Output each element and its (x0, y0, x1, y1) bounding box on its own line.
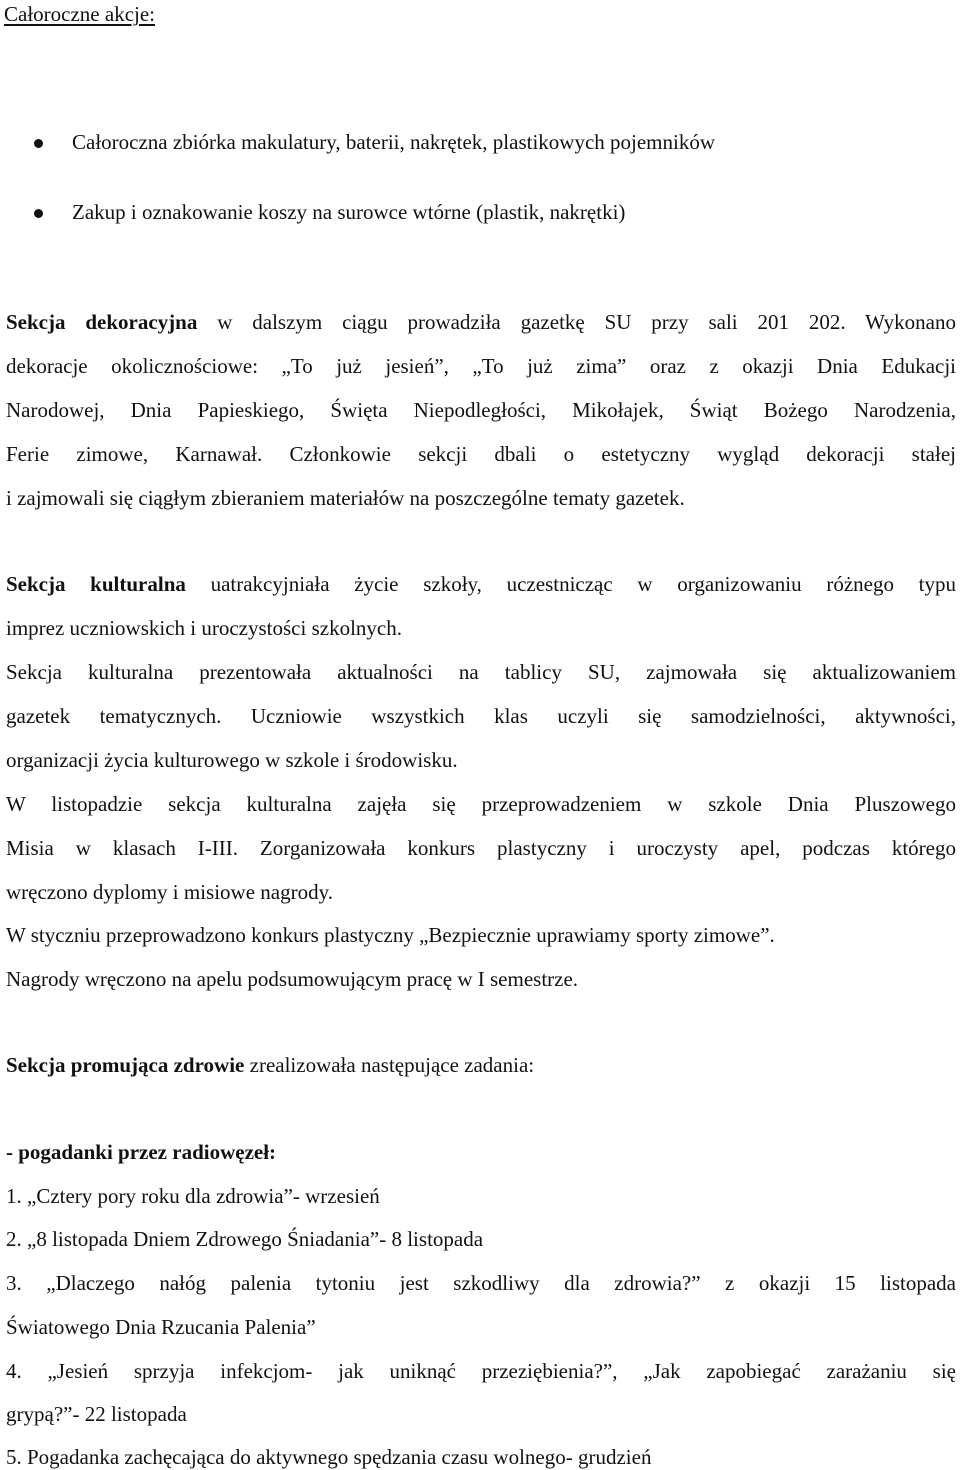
decor-paragraph-line: Narodowej, Dnia Papieskiego, Święta Niepodległości, Mikołajek, Świąt Bożego Narodzenia, (6, 398, 956, 422)
bullet-icon (34, 209, 43, 218)
section-header: Całoroczne akcje: (4, 2, 155, 26)
culture-title: Sekcja kulturalna (6, 572, 186, 596)
radio-talks-heading: - pogadanki przez radiowęzeł: (6, 1140, 277, 1164)
culture-paragraph-line: Nagrody wręczono na apelu podsumowującym pracę w I semestrze. (6, 967, 579, 991)
list-item: 5. Pogadanka zachęcająca do aktywnego spędzania czasu wolnego- grudzień (6, 1445, 652, 1469)
decor-paragraph-line (6, 310, 956, 335)
list-item: 1. „Cztery pory roku dla zdrowia”- wrzesień (6, 1184, 380, 1208)
health-text: zrealizowała następujące zadania: (244, 1053, 535, 1077)
culture-paragraph-line: W listopadzie sekcja kulturalna zajęła się przeprowadzeniem w szkole Dnia Pluszowego (6, 792, 956, 816)
culture-paragraph-line: gazetek tematycznych. Uczniowie wszystkich klas uczyli się samodzielności, aktywności, (6, 704, 956, 728)
list-item-continuation: grypą?”- 22 listopada (6, 1402, 187, 1426)
health-intro (6, 1053, 534, 1078)
culture-paragraph-line: Sekcja kulturalna prezentowała aktualności na tablicy SU, zajmowała się aktualizowaniem (6, 660, 956, 684)
health-title: Sekcja promująca zdrowie (6, 1053, 245, 1077)
culture-paragraph-line: wręczono dyplomy i misiowe nagrody. (6, 880, 333, 904)
decor-text: w dalszym ciągu prowadziła gazetkę SU przy sali 201 202. Wykonano (197, 310, 956, 334)
culture-paragraph-line: Misia w klasach I-III. Zorganizowała konkurs plastyczny i uroczysty apel, podczas którego (6, 836, 956, 860)
decor-paragraph-line: dekoracje okolicznościowe: „To już jesień”, „To już zima” oraz z okazji Dnia Edukacji (6, 354, 956, 378)
decor-title: Sekcja dekoracyjna (6, 310, 198, 334)
culture-paragraph-line: organizacji życia kulturowego w szkole i środowisku. (6, 748, 458, 772)
culture-paragraph-line: W styczniu przeprowadzono konkurs plastyczny „Bezpiecznie uprawiamy sporty zimowe”. (6, 923, 775, 947)
list-item-continuation: Światowego Dnia Rzucania Palenia” (6, 1315, 316, 1339)
bullet-icon (34, 139, 43, 148)
culture-paragraph-line (6, 572, 956, 597)
list-item: 2. „8 listopada Dniem Zdrowego Śniadania”- 8 listopada (6, 1227, 484, 1251)
bullet-item: Całoroczna zbiórka makulatury, baterii, nakrętek, plastikowych pojemników (72, 130, 716, 154)
list-item: 4. „Jesień sprzyja infekcjom- jak uniknąć przeziębienia?”, „Jak zapobiegać zarażaniu się (6, 1359, 956, 1383)
decor-paragraph-line: i zajmowali się ciągłym zbieraniem materiałów na poszczególne tematy gazetek. (6, 486, 685, 510)
bullet-item: Zakup i oznakowanie koszy na surowce wtórne (plastik, nakrętki) (72, 200, 626, 224)
culture-paragraph-line: imprez uczniowskich i uroczystości szkolnych. (6, 616, 402, 640)
culture-text: uatrakcyjniała życie szkoły, uczestnicząc w organizowaniu różnego typu (185, 572, 956, 596)
decor-paragraph-line: Ferie zimowe, Karnawał. Członkowie sekcji dbali o estetyczny wygląd dekoracji stałej (6, 442, 956, 466)
list-item: 3. „Dlaczego nałóg palenia tytoniu jest szkodliwy dla zdrowia?” z okazji 15 listopada (6, 1271, 956, 1295)
